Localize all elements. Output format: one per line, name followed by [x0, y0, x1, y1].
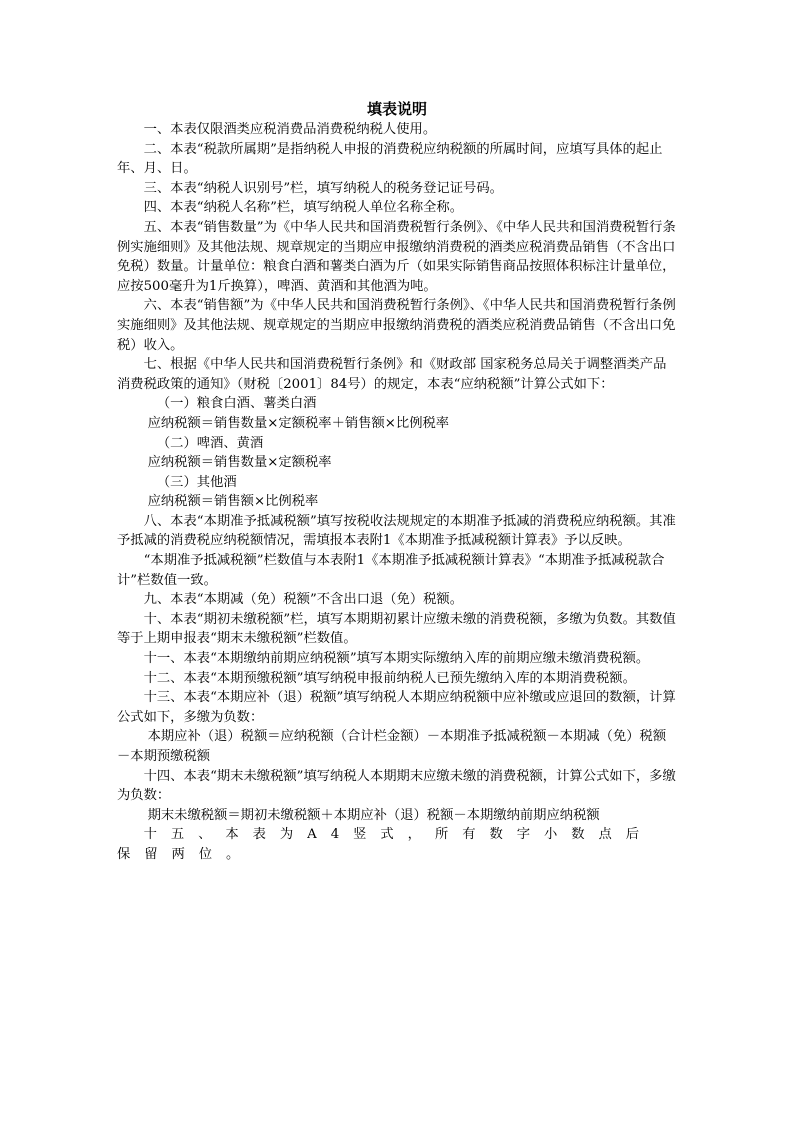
formula-heading-3: （三）其他酒	[156, 474, 237, 490]
item-3: 三、本表“纳税人识别号”栏，填写纳税人的税务登记证号码。	[143, 180, 503, 196]
item-8-continued: “本期准予抵减税额”栏数值与本表附1《本期准予抵减税额计算表》“本期准予抵减税款合计”栏数值一致。	[117, 553, 665, 588]
item-1: 一、本表仅限酒类应税消费品消费税纳税人使用。	[143, 122, 437, 137]
item-4: 四、本表“纳税人名称”栏，填写纳税人单位名称全称。	[143, 200, 464, 216]
item-9: 九、本表“本期减（免）税额”不含出口退（免）税额。	[143, 592, 464, 608]
page-title: 填表说明	[366, 100, 427, 118]
item-10: 十、本表“期初未缴税额”栏，填写本期期初累计应缴未缴的消费税额，多缴为负数。其数值等于上期申报表“期末未缴税额”栏数值。	[117, 611, 676, 647]
formula-3: 应纳税额＝销售额×比例税率	[147, 494, 319, 510]
formula-13: 本期应补（退）税额＝应纳税额（合计栏金额）－本期准予抵减税额－本期减（免）税额－本期预缴税额	[117, 729, 667, 764]
item-5: 五、本表“销售数量”为《中华人民共和国消费税暂行条例》、《中华人民共和国消费税暂行条例实施细则》及其他法规、规章规定的当期应申报缴纳消费税的酒类应税消费品销售（不含出口免税）数量。计量单位：粮食白酒和薯类白酒为斤（如果实际销售商品按照体积标注计量单位，应按500毫升为1斤换算），啤酒、黄酒和其他酒为吨。	[117, 219, 676, 294]
item-7: 七、根据《中华人民共和国消费税暂行条例》和《财政部 国家税务总局关于调整酒类产品消费税政策的通知》（财税〔2001〕84号）的规定，本表“应纳税额”计算公式如下：	[117, 357, 667, 392]
formula-2: 应纳税额＝销售数量×定额税率	[147, 455, 332, 471]
item-6: 六、本表“销售额”为《中华人民共和国消费税暂行条例》、《中华人民共和国消费税暂行条例实施细则》及其他法规、规章规定的当期应申报缴纳消费税的酒类应税消费品销售（不含出口免税）收入。	[117, 298, 676, 353]
item-11: 十一、本表“本期缴纳前期应纳税额”填写本期实际缴纳入库的前期应缴未缴消费税额。	[143, 651, 650, 667]
item-12: 十二、本表“本期预缴税额”填写纳税申报前纳税人已预先缴纳入库的本期消费税额。	[143, 670, 636, 686]
formula-14: 期末未缴税额＝期初未缴税额＋本期应补（退）税额－本期缴纳前期应纳税额	[147, 807, 600, 823]
item-15: 十五、本表为A4竖式，所有数字小数点后保留两位。	[117, 827, 654, 862]
item-8: 八、本表“本期准予抵减税额”填写按税收法规规定的本期准予抵减的消费税应纳税额。其准予抵减的消费税应纳税额情况，需填报本表附1《本期准予抵减税额计算表》予以反映。	[117, 513, 676, 549]
item-2: 二、本表“税款所属期”是指纳税人申报的消费税应纳税额的所属时间，应填写具体的起止年、月、日。	[117, 141, 663, 177]
item-14: 十四、本表“期末未缴税额”填写纳税人本期期末应缴未缴的消费税额，计算公式如下，多缴为负数：	[117, 768, 676, 804]
instructions-page	[117, 98, 677, 865]
formula-heading-2: （二）啤酒、黄酒	[156, 435, 264, 451]
formula-1: 应纳税额＝销售数量×定额税率＋销售额×比例税率	[147, 415, 450, 431]
formula-heading-1: （一）粮食白酒、薯类白酒	[156, 396, 317, 412]
item-13: 十三、本表“本期应补（退）税额”填写纳税人本期应纳税额中应补缴或应退回的数额，计算公式如下，多缴为负数：	[117, 690, 676, 725]
